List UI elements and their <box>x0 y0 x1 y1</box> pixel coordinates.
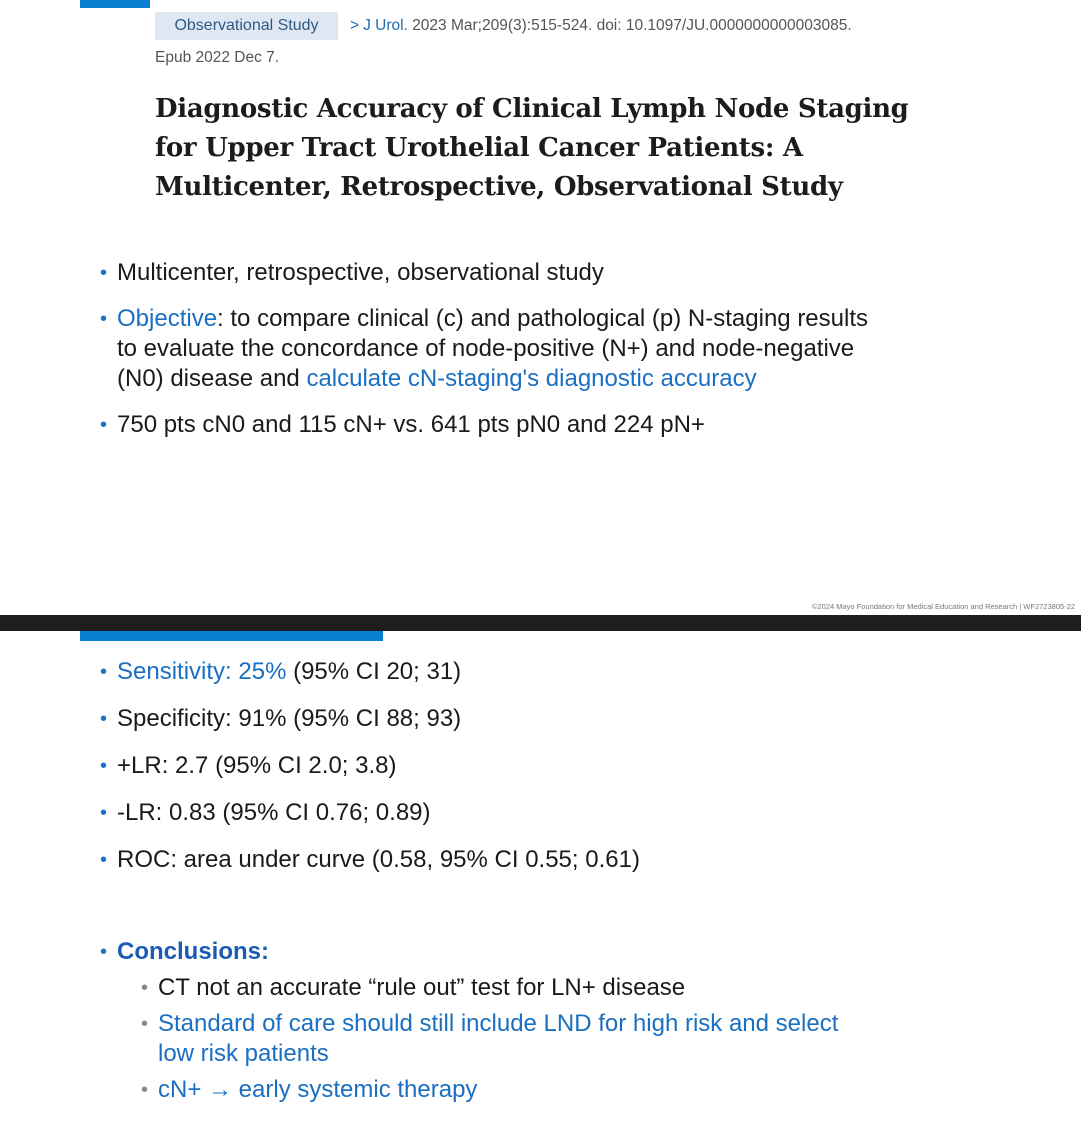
list-item <box>100 845 1020 875</box>
study-design-text: Multicenter, retrospective, observational study <box>117 259 604 286</box>
roc-text: ROC: area under curve (0.58, 95% CI 0.55; 0.61) <box>117 846 640 873</box>
bullet-icon: • <box>100 414 108 436</box>
positive-lr-text: +LR: 2.7 (95% CI 2.0; 3.8) <box>117 752 397 779</box>
title-line: Multicenter, Retrospective, Observational Study <box>155 172 843 202</box>
study-type-badge[interactable]: Observational Study <box>155 12 338 40</box>
objective-text: to evaluate the concordance of node-positive (N+) and node-negative <box>117 335 855 362</box>
bullet-icon: • <box>100 661 108 683</box>
bullet-icon: • <box>100 802 108 824</box>
citation-details: 2023 Mar;209(3):515-524. doi: 10.1097/JU.0000000000003085. <box>412 17 852 34</box>
list-item <box>100 798 1020 828</box>
bullet-icon: • <box>100 755 108 777</box>
sensitivity-ci: (95% CI 20; 31) <box>286 658 462 685</box>
objective-label: Objective <box>117 305 218 332</box>
list-item <box>100 258 1020 288</box>
list-item <box>100 304 1020 394</box>
objective-highlight: calculate cN-staging's diagnostic accuracy <box>306 365 757 392</box>
results-list <box>100 657 1020 892</box>
sub-bullet-icon: • <box>141 1013 149 1035</box>
article-title <box>155 90 955 207</box>
slide-divider <box>0 615 1081 631</box>
epub-date: Epub 2022 Dec 7. <box>155 49 280 66</box>
bullet-icon: • <box>100 941 108 963</box>
sub-bullet-icon: • <box>141 1079 149 1101</box>
objective-text: (N0) disease and <box>117 365 307 392</box>
conclusions-section <box>100 937 1020 1105</box>
list-item <box>100 937 1020 967</box>
chevron-right-icon: > <box>350 17 360 34</box>
negative-lr-text: -LR: 0.83 (95% CI 0.76; 0.89) <box>117 799 431 826</box>
list-item <box>100 704 1020 734</box>
citation-line <box>350 17 852 35</box>
conclusion-text: Standard of care should still include LND for high risk and select <box>158 1010 839 1037</box>
conclusion-text: low risk patients <box>158 1040 329 1067</box>
study-summary-list <box>100 258 1020 456</box>
list-item <box>100 410 1020 440</box>
copyright-footer: ©2024 Mayo Foundation for Medical Education and Research | WF2723805-22 <box>811 602 1075 611</box>
conclusions-heading: Conclusions: <box>117 938 270 965</box>
title-line: Diagnostic Accuracy of Clinical Lymph Node Staging <box>155 94 909 124</box>
specificity-text: Specificity: 91% (95% CI 88; 93) <box>117 705 462 732</box>
list-item <box>141 1009 1020 1069</box>
bullet-icon: • <box>100 708 108 730</box>
list-item <box>141 973 1020 1003</box>
sub-bullet-icon: • <box>141 977 149 999</box>
bullet-icon: • <box>100 262 108 284</box>
bullet-icon: • <box>100 308 108 330</box>
conclusion-text: cN+ → early systemic therapy <box>158 1076 478 1103</box>
sensitivity-label: Sensitivity: 25% <box>117 658 287 685</box>
conclusion-text: CT not an accurate “rule out” test for LN+ disease <box>158 974 686 1001</box>
bullet-icon: • <box>100 849 108 871</box>
patient-counts-text: 750 pts cN0 and 115 cN+ vs. 641 pts pN0 and 224 pN+ <box>117 411 705 438</box>
objective-text: : to compare clinical (c) and pathological (p) N-staging results <box>217 305 868 332</box>
list-item <box>141 1075 1020 1105</box>
journal-link[interactable]: J Urol. <box>363 17 408 34</box>
title-line: for Upper Tract Urothelial Cancer Patients: A <box>155 133 803 163</box>
list-item <box>100 751 1020 781</box>
slide-accent-bar <box>80 631 383 641</box>
list-item <box>100 657 1020 687</box>
top-accent-bar <box>80 0 150 8</box>
